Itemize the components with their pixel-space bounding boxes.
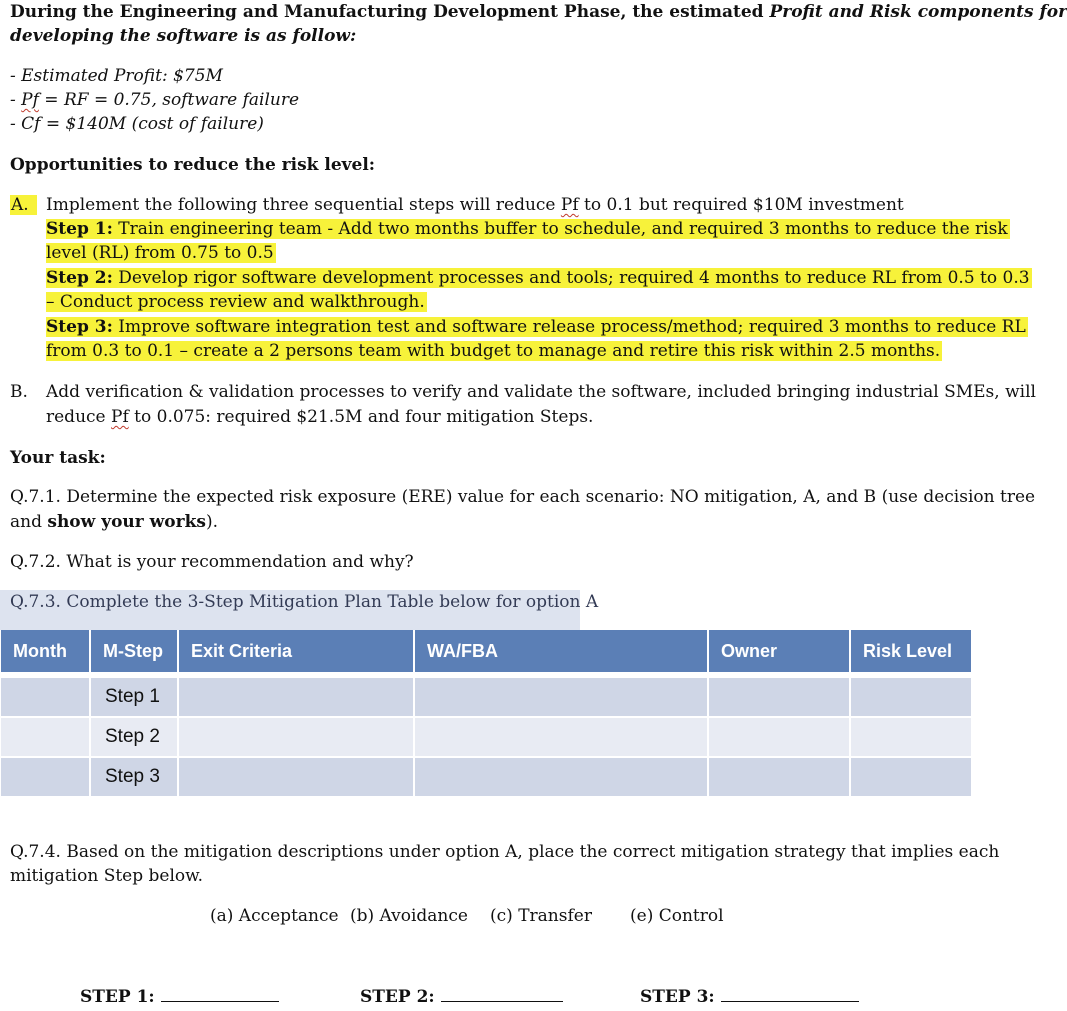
header-month: Month [1,630,90,675]
cell-m-step: Step 3 [90,757,178,796]
step-1-label: Step 1: [46,219,113,239]
step-2-cont-text: – Conduct process review and walkthrough. [46,292,425,312]
cell-m-step: Step 1 [90,675,178,717]
intro-line-2: developing the software is as follow: [10,26,357,46]
strategy-avoidance: (b) Avoidance [350,906,468,926]
header-m-step: M-Step [90,630,178,675]
step-1-line [46,217,1010,241]
header-risk-level: Risk Level [850,630,972,675]
table-row [1,675,972,717]
header-wa-fba: WA/FBA [414,630,708,675]
pf-word: Pf [21,90,39,110]
cell-owner[interactable] [708,757,850,796]
cell-wa-fba[interactable] [414,675,708,717]
cell-risk-level[interactable] [850,757,972,796]
answer-step-3 [640,985,859,1009]
step-3-label: Step 3: [46,317,113,337]
option-b-line-2-prefix: reduce [46,407,112,427]
table-row [1,717,972,757]
option-a-intro [46,193,904,217]
answer-step-2 [360,985,563,1009]
option-b-line-1: Add verification & validation processes to verify and validate the software, included bringing industrial SMEs, will [46,382,1036,402]
option-a-intro-text: Implement the following three sequential steps will reduce [46,195,561,215]
cell-m-step: Step 2 [90,717,178,757]
option-b-pf: Pf [111,407,129,427]
answer-step-2-blank[interactable] [441,985,563,1002]
table-row [1,757,972,796]
q71-line-2 [10,510,218,534]
q74-line-2: mitigation Step below. [10,866,204,886]
strategy-transfer: (c) Transfer [490,906,592,926]
cell-month[interactable] [1,757,90,796]
step-2-line [46,266,1032,290]
cell-risk-level[interactable] [850,717,972,757]
intro-emphasis: Profit and Risk components for [769,2,1067,22]
option-a-marker [10,193,37,217]
mitigation-plan-table [1,630,973,796]
q71-suffix: ). [205,512,218,532]
option-a-pf: Pf [560,195,579,215]
pf-value: = RF = 0.75, software failure [38,90,300,110]
cell-owner[interactable] [708,675,850,717]
step-3-cont-text: from 0.3 to 0.1 – create a 2 persons team with budget to manage and retire this risk within 2.5 months. [46,341,941,361]
estimated-profit: - Estimated Profit: $75M [10,66,223,86]
answer-step-3-label: STEP 3: [640,987,715,1007]
intro-text: During the Engineering and Manufacturing Development Phase, the estimated [10,2,770,22]
step-3-continued [46,339,942,363]
step-3-line [46,315,1028,339]
q71-bold: show your works [47,512,206,532]
q71-line-1: Q.7.1. Determine the expected risk exposure (ERE) value for each scenario: NO mitigation, A, and B (use decision tree [10,487,1036,507]
cell-exit-criteria[interactable] [178,757,414,796]
option-b-marker: B. [10,382,28,402]
q73: Q.7.3. Complete the 3-Step Mitigation Plan Table below for option A [0,590,580,630]
opportunities-heading: Opportunities to reduce the risk level: [10,155,376,175]
cell-exit-criteria[interactable] [178,675,414,717]
step-3-text: Improve software integration test and software release process/method; required 3 months to reduce RL [112,317,1026,337]
answer-step-1-label: STEP 1: [80,987,155,1007]
cell-month[interactable] [1,675,90,717]
q71-prefix: and [10,512,48,532]
pf-dash: - [10,90,22,110]
cell-wa-fba[interactable] [414,757,708,796]
q72: Q.7.2. What is your recommendation and why? [10,552,414,572]
step-1-continued [46,241,276,265]
task-heading: Your task: [10,448,106,468]
cell-risk-level[interactable] [850,675,972,717]
q74-line-1: Q.7.4. Based on the mitigation descriptions under option A, place the correct mitigation strategy that implies each [10,842,1000,862]
cell-month[interactable] [1,717,90,757]
option-b-line-2 [46,405,593,429]
step-2-continued [46,290,427,314]
step-2-label: Step 2: [46,268,113,288]
answer-step-1-blank[interactable] [161,985,279,1002]
header-exit-criteria: Exit Criteria [178,630,414,675]
step-1-cont-text: level (RL) from 0.75 to 0.5 [46,243,274,263]
cost-of-failure: - Cf = $140M (cost of failure) [10,114,264,134]
strategy-control: (e) Control [630,906,724,926]
intro-line-1 [10,0,1067,24]
step-2-text: Develop rigor software development processes and tools; required 4 months to reduce RL from 0.5 to 0.3 [112,268,1030,288]
step-1-text: Train engineering team - Add two months buffer to schedule, and required 3 months to reduce the risk [112,219,1008,239]
header-owner: Owner [708,630,850,675]
cell-wa-fba[interactable] [414,717,708,757]
table-header-row [1,630,972,675]
option-a-letter: A. [10,195,37,215]
cell-exit-criteria[interactable] [178,717,414,757]
option-b-line-2-suffix: to 0.075: required $21.5M and four mitigation Steps. [128,407,594,427]
answer-step-2-label: STEP 2: [360,987,435,1007]
option-a-intro-suffix: to 0.1 but required $10M investment [578,195,904,215]
strategy-acceptance: (a) Acceptance [210,906,339,926]
answer-step-3-blank[interactable] [721,985,859,1002]
cell-owner[interactable] [708,717,850,757]
answer-step-1 [80,985,279,1009]
pf-line [10,88,299,112]
